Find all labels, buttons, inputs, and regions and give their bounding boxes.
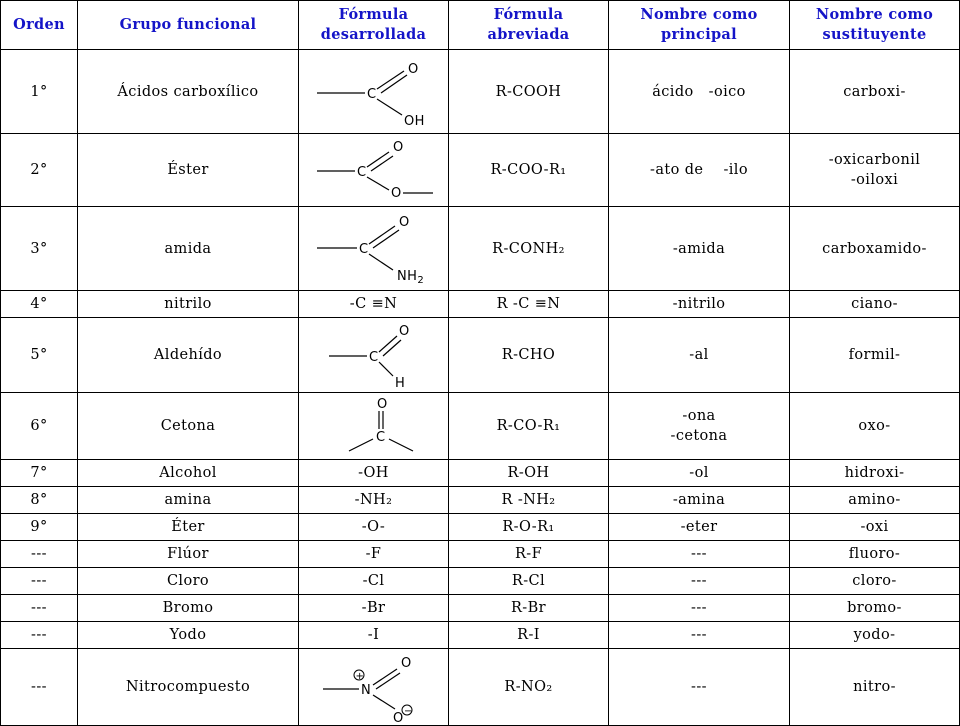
nitro-o-top-label: O	[400, 656, 412, 671]
abreviada-cell: R-Cl	[449, 568, 609, 595]
nitro-structure	[309, 651, 439, 723]
sustituyente-cell: bromo-	[790, 595, 960, 622]
sustituyente-cell: fluoro-	[790, 541, 960, 568]
orden-cell: 9°	[1, 514, 78, 541]
ester-o-top-label: O	[392, 140, 404, 155]
header-abreviada	[449, 1, 609, 50]
header-row	[1, 1, 960, 50]
table-row	[1, 460, 960, 487]
header-desarrollada-line2: desarrollada	[320, 26, 427, 43]
table-row	[1, 291, 960, 318]
table-row	[1, 207, 960, 291]
abreviada-cell: R-I	[449, 622, 609, 649]
desarrollada-cell: -O-	[299, 514, 449, 541]
aldehyde-o-label: O	[398, 324, 410, 339]
grupo-cell: Nitrocompuesto	[78, 649, 299, 726]
principal-cell: ---	[609, 541, 790, 568]
principal-cell	[609, 393, 790, 460]
header-sustituyente	[790, 1, 960, 50]
table-row	[1, 393, 960, 460]
grupo-cell: amina	[78, 487, 299, 514]
principal-cell: ácido -oico	[609, 50, 790, 134]
grupo-cell: nitrilo	[78, 291, 299, 318]
sustituyente-cell: formil-	[790, 318, 960, 393]
orden-cell: 7°	[1, 460, 78, 487]
principal-cell: -nitrilo	[609, 291, 790, 318]
nitro-o-bottom-label: O	[392, 711, 404, 723]
desarrollada-cell: -Br	[299, 595, 449, 622]
table-row	[1, 514, 960, 541]
acid-c-label: C	[366, 86, 376, 102]
principal-cell: ---	[609, 568, 790, 595]
orden-cell: ---	[1, 541, 78, 568]
table-row	[1, 50, 960, 134]
abreviada-cell: R -NH₂	[449, 487, 609, 514]
aldehyde-c-label: C	[368, 350, 378, 365]
orden-cell: 8°	[1, 487, 78, 514]
ester-o-bottom-label: O	[390, 186, 402, 201]
grupo-cell: Yodo	[78, 622, 299, 649]
aldehyde-h-label: H	[394, 376, 405, 390]
orden-cell: 3°	[1, 207, 78, 291]
grupo-cell: Flúor	[78, 541, 299, 568]
header-principal-line2: principal	[661, 26, 737, 43]
table-row	[1, 649, 960, 726]
header-sustituyente-line1: Nombre como	[815, 6, 934, 23]
grupo-cell: Alcohol	[78, 460, 299, 487]
ester-structure	[309, 136, 439, 204]
sustituyente-cell: hidroxi-	[790, 460, 960, 487]
sustituyente-cell: amino-	[790, 487, 960, 514]
desarrollada-cell: -C ≡N	[299, 291, 449, 318]
acid-oh-label: OH	[403, 113, 425, 129]
header-desarrollada	[299, 1, 449, 50]
ketone-c-label: C	[375, 430, 385, 445]
header-grupo	[78, 1, 299, 50]
orden-cell: 2°	[1, 134, 78, 207]
grupo-cell: Éster	[78, 134, 299, 207]
table-row	[1, 595, 960, 622]
ketone-o-label: O	[376, 397, 388, 412]
table-row	[1, 568, 960, 595]
table-row	[1, 487, 960, 514]
sustituyente-cell: ciano-	[790, 291, 960, 318]
header-principal-line1: Nombre como	[640, 6, 758, 23]
abreviada-cell: R-NO₂	[449, 649, 609, 726]
nitro-plus-label: +	[355, 671, 364, 682]
grupo-cell: Aldehído	[78, 318, 299, 393]
principal-cell: -amida	[609, 207, 790, 291]
grupo-cell: Cloro	[78, 568, 299, 595]
principal-cell: ---	[609, 649, 790, 726]
structure-cell	[299, 134, 449, 207]
principal-cell: -ato de -ilo	[609, 134, 790, 207]
table-row	[1, 622, 960, 649]
abreviada-cell: R-CHO	[449, 318, 609, 393]
sustituyente-cell: cloro-	[790, 568, 960, 595]
orden-cell: ---	[1, 622, 78, 649]
header-abreviada-line1: Fórmula	[493, 6, 564, 23]
header-principal	[609, 1, 790, 50]
orden-cell: 1°	[1, 50, 78, 134]
desarrollada-cell: -OH	[299, 460, 449, 487]
abreviada-cell: R-CO-R₁	[449, 393, 609, 460]
sustituyente-cell	[790, 134, 960, 207]
sustituyente-cell: yodo-	[790, 622, 960, 649]
nitro-minus-label: −	[403, 706, 413, 717]
abreviada-cell: R-O-R₁	[449, 514, 609, 541]
orden-cell: ---	[1, 649, 78, 726]
structure-cell	[299, 318, 449, 393]
table-row	[1, 318, 960, 393]
sustituyente-cell: oxo-	[790, 393, 960, 460]
abreviada-cell: R-F	[449, 541, 609, 568]
grupo-cell: amida	[78, 207, 299, 291]
sustituyente-line2: -oiloxi	[850, 172, 899, 188]
structure-cell	[299, 50, 449, 134]
aldehyde-structure	[309, 320, 439, 390]
principal-cell: ---	[609, 622, 790, 649]
ketone-structure	[309, 395, 439, 457]
desarrollada-cell: -Cl	[299, 568, 449, 595]
abreviada-cell: R-COO-R₁	[449, 134, 609, 207]
principal-line2: -cetona	[670, 428, 728, 444]
sustituyente-cell: nitro-	[790, 649, 960, 726]
header-abreviada-line2: abreviada	[487, 26, 570, 43]
structure-cell	[299, 393, 449, 460]
grupo-cell: Bromo	[78, 595, 299, 622]
abreviada-cell: R-OH	[449, 460, 609, 487]
desarrollada-cell: -F	[299, 541, 449, 568]
sustituyente-line1: -oxicarbonil	[828, 152, 921, 168]
amide-nh-label: $NH_2$	[396, 268, 424, 286]
grupo-cell: Ácidos carboxílico	[78, 50, 299, 134]
header-orden-label: Orden	[13, 16, 65, 33]
header-orden	[1, 1, 78, 50]
principal-cell: ---	[609, 595, 790, 622]
structure-cell	[299, 649, 449, 726]
sustituyente-cell: carboxi-	[790, 50, 960, 134]
orden-cell: 5°	[1, 318, 78, 393]
carboxylic-acid-structure	[309, 53, 439, 131]
nitro-n-label: N	[360, 683, 371, 698]
structure-cell	[299, 207, 449, 291]
abreviada-cell: R-COOH	[449, 50, 609, 134]
amide-structure	[309, 210, 439, 288]
grupo-cell: Éter	[78, 514, 299, 541]
grupo-cell: Cetona	[78, 393, 299, 460]
header-grupo-label: Grupo funcional	[119, 16, 257, 33]
principal-cell: -amina	[609, 487, 790, 514]
principal-line1: -ona	[682, 408, 716, 424]
acid-o-label: O	[407, 61, 419, 77]
orden-cell: ---	[1, 568, 78, 595]
abreviada-cell: R-CONH₂	[449, 207, 609, 291]
amide-o-label: O	[398, 214, 410, 230]
table-row	[1, 134, 960, 207]
orden-cell: 6°	[1, 393, 78, 460]
orden-cell: ---	[1, 595, 78, 622]
principal-cell: -al	[609, 318, 790, 393]
principal-cell: -eter	[609, 514, 790, 541]
sustituyente-cell: carboxamido-	[790, 207, 960, 291]
ester-c-label: C	[356, 165, 366, 180]
table-row	[1, 541, 960, 568]
desarrollada-cell: -I	[299, 622, 449, 649]
sustituyente-cell: -oxi	[790, 514, 960, 541]
desarrollada-cell: -NH₂	[299, 487, 449, 514]
orden-cell: 4°	[1, 291, 78, 318]
principal-cell: -ol	[609, 460, 790, 487]
amide-c-label: C	[358, 241, 368, 257]
abreviada-cell: R -C ≡N	[449, 291, 609, 318]
header-desarrollada-line1: Fórmula	[338, 6, 409, 23]
abreviada-cell: R-Br	[449, 595, 609, 622]
header-sustituyente-line2: sustituyente	[822, 26, 927, 43]
